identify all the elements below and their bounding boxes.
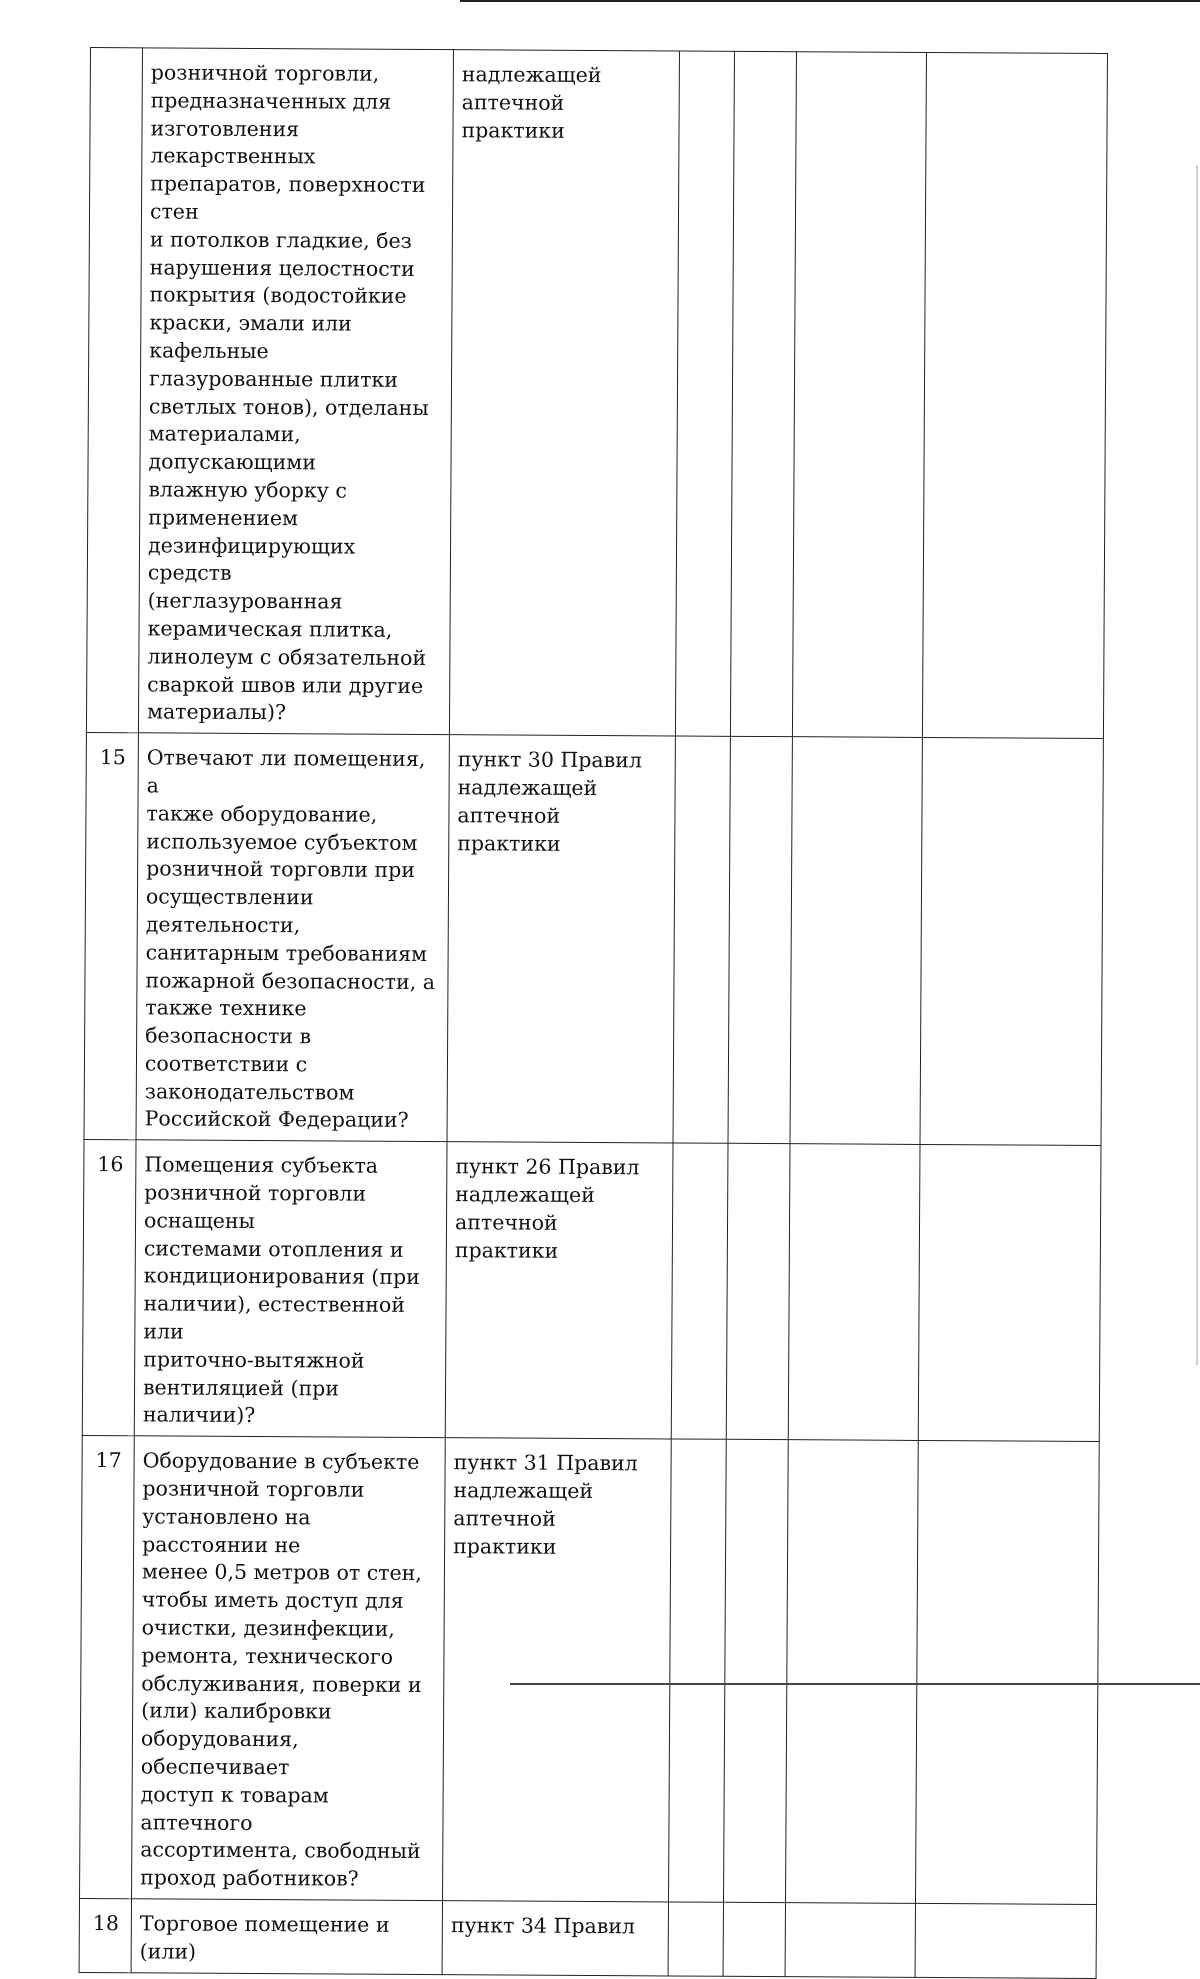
table-row <box>84 733 1103 1146</box>
notes-cell[interactable] <box>915 1903 1096 1978</box>
legal-reference: пункт 30 Правил надлежащей аптечной практики <box>447 735 675 1143</box>
answer-cell-not-applicable[interactable] <box>785 1903 915 1977</box>
answer-cell-no[interactable] <box>728 736 792 1144</box>
answer-cell-not-applicable[interactable] <box>792 52 926 738</box>
answer-cell-no[interactable] <box>726 1144 790 1440</box>
answer-cell-not-applicable[interactable] <box>786 1440 919 1904</box>
answer-cell-yes[interactable] <box>669 1439 727 1902</box>
requirement-text: Отвечают ли помещения, а также оборудование, используемое субъектом розничной торговли при осуществлении деятельности, санитарным требованиям пожарной безопасности, а также технике безопасности в соответствии с законодательством Российской Федерации? <box>136 733 449 1142</box>
checklist-table <box>79 47 1108 1979</box>
answer-cell-yes[interactable] <box>675 51 734 736</box>
table-row <box>79 1898 1096 1978</box>
answer-cell-yes[interactable] <box>668 1902 723 1976</box>
legal-reference: надлежащей аптечной практики <box>449 50 679 736</box>
table-row <box>86 48 1107 739</box>
requirement-text: Оборудование в субъекте розничной торговли установлено на расстоянии не менее 0,5 метров от стен, чтобы иметь доступ для очистки, дезинфекции, ремонта, технического обслуживания, поверки и (или) калибровки оборудования, обеспечивает доступ к товарам аптечного ассортимента, свободный проход работников? <box>132 1436 446 1901</box>
notes-cell[interactable] <box>918 1145 1101 1442</box>
notes-cell[interactable] <box>922 52 1107 738</box>
row-number: 15 <box>84 733 138 1140</box>
notes-cell[interactable] <box>915 1441 1099 1905</box>
table-row <box>82 1140 1101 1442</box>
answer-cell-yes[interactable] <box>673 736 730 1143</box>
requirement-text: розничной торговли, предназначенных для изготовления лекарственных препаратов, поверхности стен и потолков гладкие, без нарушения целостности покрытия (водостойкие краски, эмали или кафельные глазурованные плитки светлых тонов), отделаны материалами, допускающими влажную уборку с применением дезинфицирующих средств (неглазурованная керамическая плитка, линолеум с обязательной сваркой швов или другие материалы)? <box>138 48 453 735</box>
answer-cell-yes[interactable] <box>671 1143 728 1439</box>
legal-reference: пункт 34 Правил <box>442 1901 668 1976</box>
requirement-text: Торговое помещение и (или) <box>131 1899 442 1974</box>
requirement-text: Помещения субъекта розничной торговли оснащены системами отопления и кондиционирования (при наличии), естественной или приточно-вытяжной вентиляцией (при наличии)? <box>134 1140 447 1438</box>
table-row <box>80 1436 1100 1905</box>
answer-cell-no[interactable] <box>724 1440 789 1903</box>
row-number: 17 <box>80 1436 135 1899</box>
scan-right-edge-mark <box>1196 165 1198 1365</box>
scan-top-edge-line <box>460 0 1200 2</box>
answer-cell-no[interactable] <box>723 1902 785 1976</box>
legal-reference: пункт 26 Правил надлежащей аптечной практики <box>445 1142 673 1439</box>
scan-bottom-edge-line <box>510 1683 1200 1685</box>
answer-cell-not-applicable[interactable] <box>790 737 922 1145</box>
notes-cell[interactable] <box>920 738 1103 1146</box>
row-number: 16 <box>82 1140 136 1436</box>
legal-reference: пункт 31 Правил надлежащей аптечной практики <box>443 1438 672 1902</box>
answer-cell-no[interactable] <box>730 51 796 736</box>
row-number <box>86 48 142 733</box>
row-number: 18 <box>79 1898 131 1972</box>
answer-cell-not-applicable[interactable] <box>788 1144 920 1441</box>
